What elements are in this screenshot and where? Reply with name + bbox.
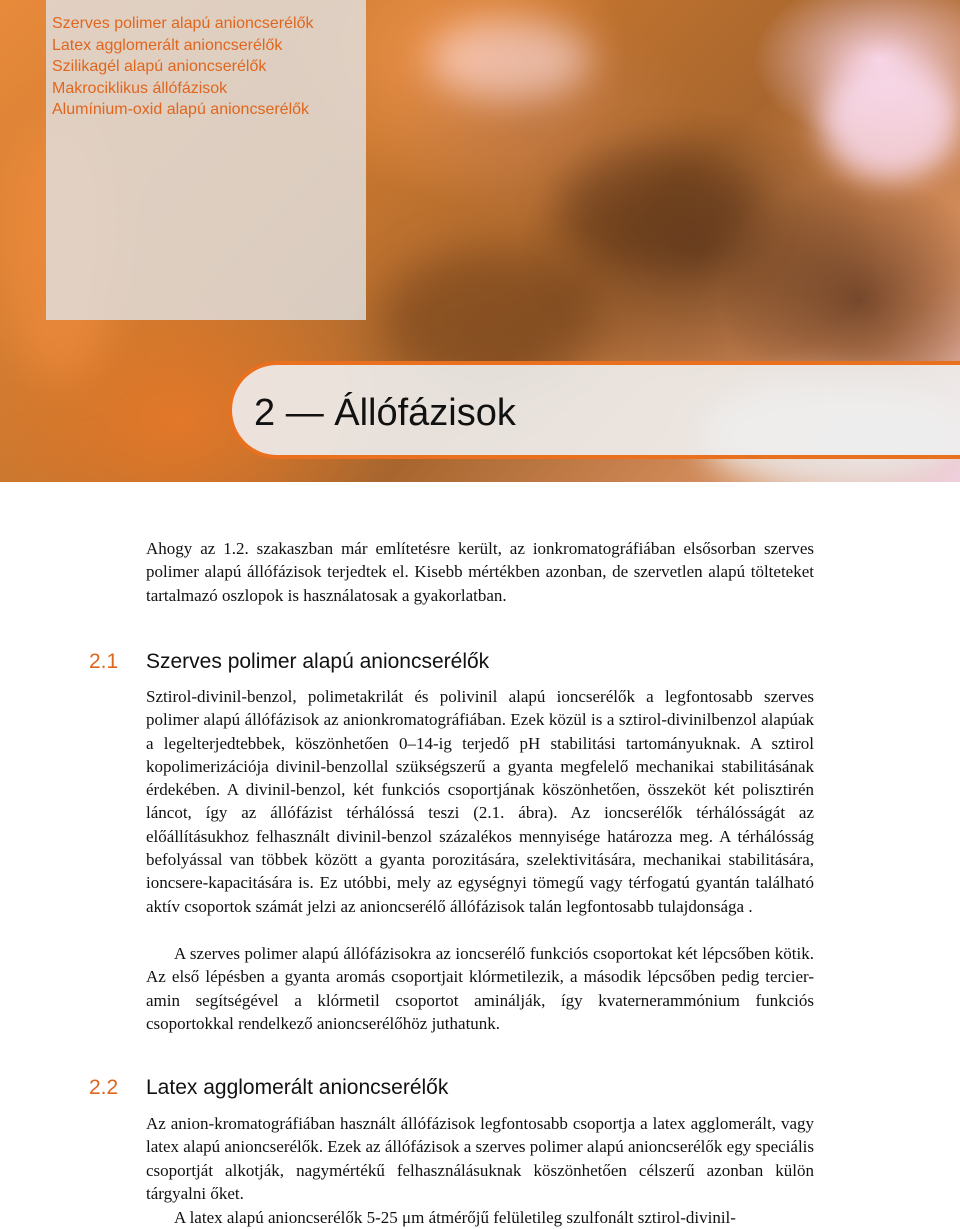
image-shadow	[560, 150, 760, 270]
section-2-2-paragraph-2: A latex alapú anioncserélők 5-25 μm átmérőjű felületileg szulfonált sztirol-divinil-	[174, 1208, 736, 1227]
intro-paragraph: Ahogy az 1.2. szakaszban már említetésre került, az ionkromatográfiában elsősorban szerves polimer alapú állófázisok terjedtek el. Kisebb mértékben azonban, de szervetlen alapú tölteteket tartalmazó oszlopok is használatosak a gyakorlatban.	[146, 539, 814, 605]
toc-item[interactable]: Alumínium-oxid alapú anioncserélők	[52, 101, 310, 118]
image-highlight	[430, 20, 590, 100]
section-heading-2-1	[89, 648, 489, 676]
section-2-1-paragraph-2: A szerves polimer alapú állófázisokra az ioncserélő funkciós csoportokat két lépcsőben kötik. Az első lépésben a gyanta aromás csoportjait klórmetilezik, a második lépcsőben pedig tercier-amin segítségével a klórmetil csoportot aminálják, így kvaternerammónium funkciós csoportokkal rendelkező anioncserélőhöz juthatunk.	[146, 944, 814, 1033]
section-heading-2-2	[89, 1074, 448, 1102]
toc-item[interactable]: Szerves polimer alapú anioncserélők	[52, 15, 314, 32]
section-number: 2.2	[89, 1076, 119, 1099]
section-number: 2.1	[89, 650, 119, 673]
section-title: Szerves polimer alapú anioncserélők	[146, 650, 490, 673]
chapter-title: 2 — Állófázisok	[254, 392, 516, 434]
chapter-header-image	[0, 0, 960, 482]
section-title: Latex agglomerált anioncserélők	[146, 1076, 449, 1099]
section-2-2-paragraph-1: Az anion-kromatográfiában használt állófázisok legfontosabb csoportja a latex agglomerált, vagy latex alapú anioncserélők. Ezek az állófázisok a szerves polimer alapú anioncserélők egy speciális csoportját alkotják, nagymértékű felhasználásuknak köszönhetően célszerű azonban külön tárgyalni őket.	[146, 1114, 814, 1203]
toc-item[interactable]: Latex agglomerált anioncserélők	[52, 36, 283, 54]
chapter-toc	[46, 0, 366, 320]
section-2-1-paragraph-1: Sztirol-divinil-benzol, polimetakrilát és polivinil alapú ioncserélők a legfontosabb szerves polimer alapú állófázisok az anionkromatográfiában. Ezek közül is a sztirol-divinilbenzol alapúak a legelterjedtebbek, köszönhetően 0–14-ig terjedő pH stabilitási tartományuknak. A sztirol kopolimerizációja divinil-benzollal szükségszerű a gyanta megfelelő mechanikai stabilitásának érdekében. A divinil-benzol, két funkciós csoportjának köszönhetően, összeköt két polisztirén láncot, így az állófázist térhálóssá teszi (2.1. ábra). Az ioncserélők térhálósságát az előállításukhoz felhasznált divinil-benzol százalékos mennyisége határozza meg. A térhálósság befolyással van többek között a gyanta porozitására, szelektivitására, mechanikai stabilitására, ioncsere-kapacitására is. Ez utóbbi, mely az egységnyi tömegű vagy térfogatú gyantán található aktív csoportok számát jelzi az anioncserélő állófázisok talán legfontosabb tulajdonsága .	[146, 687, 814, 916]
toc-item[interactable]: Makrociklikus állófázisok	[52, 79, 228, 97]
toc-item[interactable]: Szilikagél alapú anioncserélők	[52, 58, 267, 75]
image-highlight	[820, 60, 960, 180]
